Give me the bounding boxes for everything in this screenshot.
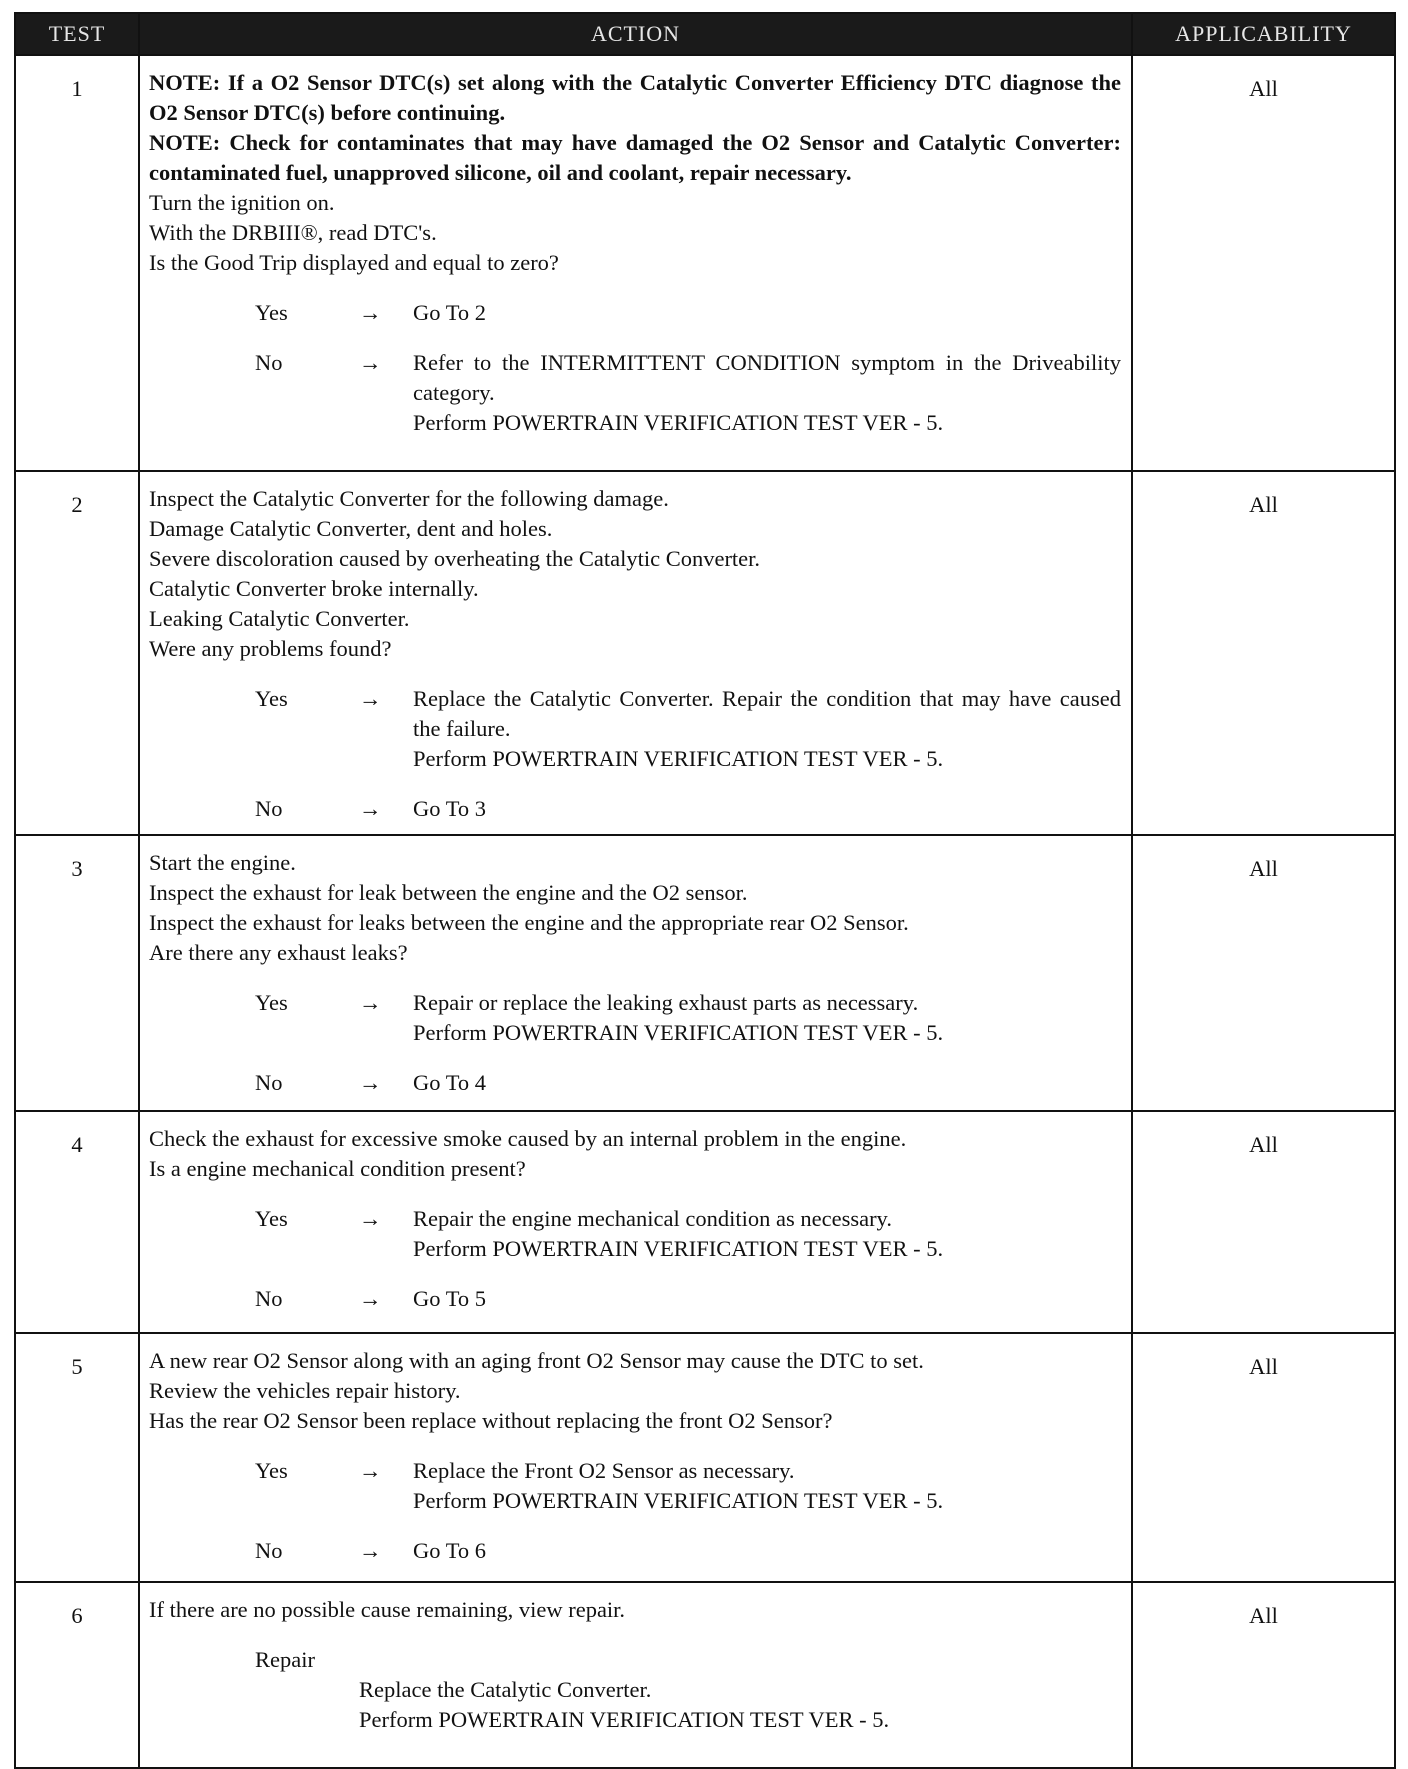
test-number: 6 [15, 1582, 139, 1768]
applicability-value: All [1132, 835, 1395, 1111]
applicability-value: All [1132, 55, 1395, 471]
action-step: Catalytic Converter broke internally. [149, 576, 479, 601]
yes-response [149, 298, 1121, 328]
table-row [15, 1582, 1395, 1768]
no-outcome: Refer to the INTERMITTENT CONDITION symptom in the Driveability category. Perform POWERTRAIN VERIFICATION TEST VER - 5. [413, 350, 1121, 435]
applicability-value: All [1132, 1111, 1395, 1333]
repair-label: Repair [255, 1647, 315, 1672]
arrow-icon: → [359, 796, 382, 821]
applicability-value: All [1132, 1333, 1395, 1582]
no-outcome: Go To 4 [413, 1070, 487, 1095]
arrow-icon: → [359, 300, 382, 325]
column-header-test: TEST [15, 13, 139, 55]
no-label: No [255, 1070, 283, 1095]
column-header-applicability: APPLICABILITY [1132, 13, 1395, 55]
no-label: No [255, 796, 283, 821]
arrow-icon: → [359, 686, 382, 711]
action-step: Check the exhaust for excessive smoke caused by an internal problem in the engine. [149, 1126, 907, 1151]
arrow-icon: → [359, 350, 382, 375]
yes-outcome: Go To 2 [413, 300, 487, 325]
test-action [139, 55, 1132, 471]
test-number: 4 [15, 1111, 139, 1333]
action-step: A new rear O2 Sensor along with an aging front O2 Sensor may cause the DTC to set. [149, 1348, 924, 1373]
applicability-value: All [1132, 471, 1395, 835]
test-action [139, 1582, 1132, 1768]
yes-label: Yes [255, 300, 288, 325]
action-step: Start the engine. [149, 850, 296, 875]
action-question: Is the Good Trip displayed and equal to zero? [149, 250, 559, 275]
action-step: Inspect the exhaust for leak between the engine and the O2 sensor. [149, 880, 748, 905]
applicability-value: All [1132, 1582, 1395, 1768]
action-step: Review the vehicles repair history. [149, 1378, 461, 1403]
arrow-icon: → [359, 1070, 382, 1095]
action-step: Damage Catalytic Converter, dent and holes. [149, 516, 553, 541]
action-question: Were any problems found? [149, 636, 392, 661]
yes-outcome: Replace the Catalytic Converter. Repair the condition that may have caused the failure. Perform POWERTRAIN VERIFICATION TEST VER - 5. [413, 686, 1121, 771]
yes-label: Yes [255, 1458, 288, 1483]
arrow-icon: → [359, 1458, 382, 1483]
arrow-icon: → [359, 1286, 382, 1311]
no-outcome: Go To 6 [413, 1538, 487, 1563]
yes-label: Yes [255, 1206, 288, 1231]
table-row [15, 55, 1395, 471]
arrow-icon: → [359, 1538, 382, 1563]
action-step: Inspect the Catalytic Converter for the following damage. [149, 486, 669, 511]
yes-outcome: Replace the Front O2 Sensor as necessary. Perform POWERTRAIN VERIFICATION TEST VER - 5. [413, 1458, 944, 1513]
test-number: 5 [15, 1333, 139, 1582]
test-number: 2 [15, 471, 139, 835]
no-response [149, 1284, 1121, 1314]
yes-response [149, 988, 1121, 1048]
action-step: With the DRBIII®, read DTC's. [149, 220, 437, 245]
yes-response [149, 1204, 1121, 1264]
no-outcome: Go To 5 [413, 1286, 487, 1311]
no-outcome: Go To 3 [413, 796, 487, 821]
yes-label: Yes [255, 990, 288, 1015]
no-response [149, 1068, 1121, 1098]
table-row [15, 1111, 1395, 1333]
action-step: Inspect the exhaust for leaks between the engine and the appropriate rear O2 Sensor. [149, 910, 909, 935]
action-question: Are there any exhaust leaks? [149, 940, 408, 965]
no-response [149, 1536, 1121, 1566]
action-step: Severe discoloration caused by overheating the Catalytic Converter. [149, 546, 761, 571]
note-text: NOTE: If a O2 Sensor DTC(s) set along with the Catalytic Converter Efficiency DTC diagnose the O2 Sensor DTC(s) before continuing. [149, 70, 1121, 125]
yes-outcome: Repair or replace the leaking exhaust parts as necessary. Perform POWERTRAIN VERIFICATION TEST VER - 5. [413, 990, 944, 1045]
action-question: Is a engine mechanical condition present? [149, 1156, 526, 1181]
yes-response [149, 1456, 1121, 1516]
test-number: 3 [15, 835, 139, 1111]
no-response [149, 794, 1121, 824]
diagnostic-test-table [14, 12, 1396, 1769]
action-question: Has the rear O2 Sensor been replace without replacing the front O2 Sensor? [149, 1408, 833, 1433]
test-action [139, 1111, 1132, 1333]
no-response [149, 348, 1121, 438]
yes-label: Yes [255, 686, 288, 711]
repair-instructions: Replace the Catalytic Converter. Perform POWERTRAIN VERIFICATION TEST VER - 5. [359, 1677, 890, 1732]
arrow-icon: → [359, 1206, 382, 1231]
test-number: 1 [15, 55, 139, 471]
yes-outcome: Repair the engine mechanical condition as necessary. Perform POWERTRAIN VERIFICATION TEST VER - 5. [413, 1206, 944, 1261]
diagnostic-table-page [14, 12, 1394, 1732]
table-row [15, 835, 1395, 1111]
action-step: Turn the ignition on. [149, 190, 335, 215]
arrow-icon: → [359, 990, 382, 1015]
no-label: No [255, 1538, 283, 1563]
action-step: Leaking Catalytic Converter. [149, 606, 410, 631]
table-row [15, 1333, 1395, 1582]
test-action [139, 1333, 1132, 1582]
no-label: No [255, 1286, 283, 1311]
test-action [139, 471, 1132, 835]
table-header [15, 13, 1395, 55]
table-row [15, 471, 1395, 835]
column-header-action: ACTION [139, 13, 1132, 55]
note-text: NOTE: Check for contaminates that may have damaged the O2 Sensor and Catalytic Converter: contaminated fuel, unapproved silicone, oil and coolant, repair necessary. [149, 130, 1121, 185]
action-step: If there are no possible cause remaining, view repair. [149, 1597, 626, 1622]
yes-response [149, 684, 1121, 774]
test-action [139, 835, 1132, 1111]
no-label: No [255, 350, 283, 375]
